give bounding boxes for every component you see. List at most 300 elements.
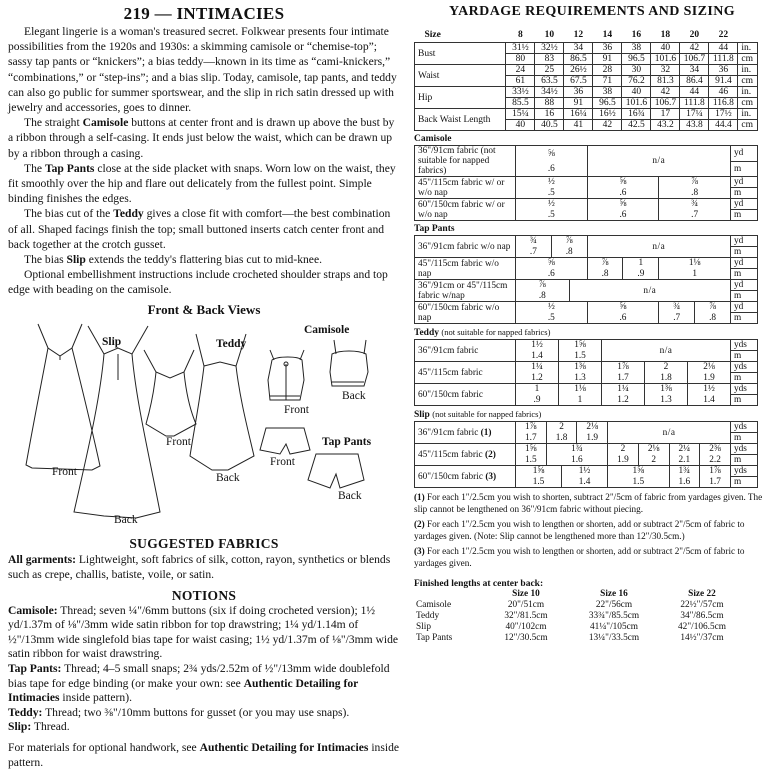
notion-ref: Authentic Detailing for Intimacies: [8, 676, 359, 705]
yardage-value: ½: [516, 199, 588, 210]
meter-value: 1.9: [688, 373, 731, 384]
meter-value: .9: [516, 395, 559, 406]
size-header: 20: [689, 30, 700, 40]
measure-cm: 111.8: [680, 98, 709, 109]
intro-paragraph: [8, 206, 400, 252]
unit-bottom: m: [731, 291, 758, 302]
unit-top: yds: [731, 362, 758, 373]
teddy-back-drawing: [190, 334, 254, 470]
measure-cm: 67.5: [564, 76, 593, 87]
fabric-width-label: 36"/91cm fabric w/o nap: [415, 236, 516, 258]
measure-cm: 40.5: [535, 120, 564, 131]
handwork-tail: inside pattern.: [8, 741, 400, 769]
yardage-value: 1¾: [669, 466, 700, 477]
notion-body: Thread.: [31, 720, 70, 734]
intro-text-part: The bias cut of the: [24, 207, 114, 221]
meter-value: 1.6: [669, 477, 700, 488]
meter-value: 1: [559, 395, 602, 406]
size-header: 22: [718, 30, 729, 40]
yardage-value: ⅝: [516, 146, 588, 162]
measure-cm: 106.7: [651, 98, 680, 109]
unit-in: in.: [738, 87, 758, 98]
size-header: 14: [602, 30, 613, 40]
slip-front-label: Front: [52, 465, 77, 478]
not-applicable: n/a: [569, 280, 730, 302]
measure-in: 44: [680, 87, 709, 98]
note-ref: (1): [480, 427, 492, 438]
unit-bottom: m: [731, 269, 758, 280]
yardage-value: ⅝: [516, 258, 588, 269]
unit-bottom: m: [731, 161, 758, 177]
fabric-width-label: 45"/115cm fabric w/o nap: [415, 258, 516, 280]
measure-cm: 42.5: [622, 120, 651, 131]
meter-value: .8: [695, 313, 731, 324]
measure-in: 34½: [535, 87, 564, 98]
fabric-width-label: 36"/91cm fabric: [415, 340, 516, 362]
yardage-row: [415, 236, 758, 247]
slip-back-label: Back: [114, 513, 138, 526]
yardage-row: [415, 199, 758, 210]
right-column: [414, 4, 770, 644]
yardage-value: ⅝: [587, 199, 659, 210]
measure-cm: 83: [535, 54, 564, 65]
notion-slip: [8, 720, 400, 735]
yardage-row: [415, 177, 758, 188]
yardage-value: 2⅛: [577, 422, 608, 433]
unit-cm: cm: [738, 76, 758, 87]
yardage-row: [415, 422, 758, 433]
garment-name: Tap Pants: [416, 633, 453, 643]
meter-value: .6: [587, 188, 659, 199]
yardage-value: ⅞: [659, 177, 731, 188]
tap-pants-section-title: Tap Pants: [414, 224, 455, 234]
size-header: 10: [544, 30, 555, 40]
meter-value: 1: [659, 269, 731, 280]
slip-note: (not suitable for napped fabrics): [432, 409, 542, 419]
fabric-width-label: 36"/91cm or 45"/115cm fabric w/nap: [415, 280, 516, 302]
yardage-value: 1½: [562, 466, 608, 477]
unit-top: yds: [731, 340, 758, 351]
meter-value: .7: [659, 313, 695, 324]
yardage-title: YARDAGE REQUIREMENTS AND SIZING: [448, 4, 736, 19]
fabrics-section: [8, 552, 400, 582]
yardage-row: [415, 340, 758, 351]
tap-pants-back-label: Back: [338, 489, 362, 502]
yardage-value: 1⅛: [559, 384, 602, 395]
teddy-title: Teddy: [414, 328, 439, 338]
finished-row: [414, 611, 746, 622]
meter-value: 1.9: [608, 455, 639, 466]
unit-in: in.: [738, 109, 758, 120]
unit-cm: cm: [738, 120, 758, 131]
measure-cm: 116.8: [709, 98, 738, 109]
measure-label: Waist: [415, 65, 506, 87]
unit-top: yd: [731, 146, 758, 162]
measure-cm: 41: [564, 120, 593, 131]
measure-in: 17½: [709, 109, 738, 120]
garment-name: Teddy: [416, 611, 440, 621]
tap-pants-front-drawing: [260, 428, 310, 454]
note-ref: (3): [485, 471, 497, 482]
intro-paragraph: Elegant lingerie is a woman's treasured secret. Folkwear presents four intimate possibilities from the 1920s and 1930s: a skimming camisole or “chemise-top”; sassy tap pants or “knickers”; a bias teddy—known in its time as “cami-knickers,” “combinations,” or “step-ins”; and a bias slip. Today, camisole, tap pants, and teddy can also go public for summer sportswear, and the slip in rich satin dressed up with jewelry and accessories, goes to dinner.: [8, 25, 397, 115]
intro-text-part: The bias: [24, 253, 67, 267]
size-table: [414, 28, 758, 131]
camisole-back-label: Back: [342, 389, 366, 402]
measure-in: 42: [651, 87, 680, 98]
measure-in: 16½: [593, 109, 622, 120]
notions-title: NOTIONS: [171, 587, 237, 603]
measure-in: 36: [593, 43, 622, 54]
note-text: For each 1"/2.5cm you wish to lengthen or shorten, add or subtract 2"/5cm of fabric to yardages given. (Note: Slip cannot be lengthened more than 12"/30.5cm.): [414, 519, 745, 541]
unit-cm: cm: [738, 54, 758, 65]
meter-value: 1.5: [608, 477, 669, 488]
finished-row: [414, 633, 746, 644]
measure-in: 38: [593, 87, 622, 98]
measure-row: [415, 109, 758, 120]
intro-text-part: buttons at center front and is drawn up above the bust by a ribbon through a self-casing. It ends just below the waist, which can be drawn up by a ribbon through a casing.: [8, 116, 395, 160]
yardage-value: 2: [546, 422, 577, 433]
meter-value: 1.5: [559, 351, 602, 362]
slip-label: Slip: [102, 335, 122, 348]
measure-cm: 85.5: [506, 98, 535, 109]
note-text: For each 1"/2.5cm you wish to shorten, subtract 2"/5cm of fabric from yardages given. The slip cannot be lengthened on 36"/91cm fabric without piecing.: [414, 492, 763, 514]
measure-cm: 86.4: [680, 76, 709, 87]
measure-cm: 71: [593, 76, 622, 87]
measure-in: 16¾: [622, 109, 651, 120]
measure-in: 44: [709, 43, 738, 54]
yardage-value: 1⅝: [559, 340, 602, 351]
meter-value: .8: [659, 188, 731, 199]
measure-cm: 111.8: [709, 54, 738, 65]
fabric-width-label: 36"/91cm fabric (1): [415, 422, 516, 444]
yardage-notes: [414, 492, 770, 569]
teddy-section-title: [414, 327, 770, 338]
measure-in: 28: [593, 65, 622, 76]
measure-cm: 61: [506, 76, 535, 87]
note-2: [414, 519, 770, 542]
unit-in: in.: [738, 65, 758, 76]
measure-in: 36: [709, 65, 738, 76]
yardage-value: 1⅜: [559, 362, 602, 373]
meter-value: 1.4: [562, 477, 608, 488]
measure-cm: 63.5: [535, 76, 564, 87]
notion-lead: Camisole:: [8, 603, 58, 617]
fabrics-lead: All garments:: [8, 552, 76, 566]
measure-in: 15¼: [506, 109, 535, 120]
yardage-value: ⅞: [695, 302, 731, 313]
finished-row: [414, 600, 746, 611]
yardage-value: 1¼: [602, 384, 645, 395]
yardage-value: 1: [623, 258, 659, 269]
notion-lead: Tap Pants:: [8, 662, 62, 676]
measure-row: [415, 65, 758, 76]
meter-value: 2: [638, 455, 669, 466]
garment-name: Slip: [416, 622, 431, 632]
meter-value: 1.8: [645, 373, 688, 384]
note-ref: (2): [414, 519, 425, 529]
measure-cm: 101.6: [622, 98, 651, 109]
notion-body: Thread; 4–5 small snaps; 2¾ yds/2.52m of ½"/13mm wide doublefold bias tape for edge binding (or make your own: see: [8, 662, 390, 690]
yardage-value: 2⅛: [688, 362, 731, 373]
notion-camisole: [8, 604, 400, 662]
meter-value: 1.8: [546, 433, 577, 444]
teddy-front-label: Front: [166, 435, 191, 448]
finished-lengths-table: [414, 589, 746, 644]
meter-value: .5: [516, 188, 588, 199]
measure-in: 42: [680, 43, 709, 54]
yardage-value: 2: [645, 362, 688, 373]
measure-in: 46: [709, 87, 738, 98]
camisole-front-drawing: [268, 350, 304, 400]
unit-top: yd: [731, 302, 758, 313]
notion-tap-pants: [8, 662, 400, 706]
tap-pants-back-drawing: [308, 454, 364, 488]
unit-top: yd: [731, 258, 758, 269]
teddy-back-label: Back: [216, 471, 240, 484]
finished-header-row: [414, 589, 746, 600]
yardage-value: 1: [516, 384, 559, 395]
camisole-yardage-table: [414, 145, 758, 221]
handwork-note: [8, 741, 400, 770]
measure-in: 16¼: [564, 109, 593, 120]
garment-name: Camisole: [416, 600, 452, 610]
size-label: Size: [424, 30, 441, 40]
measure-in: 32½: [535, 43, 564, 54]
yardage-value: ⅞: [516, 280, 570, 291]
slip-section-title: [414, 409, 770, 420]
note-1: [414, 492, 770, 515]
meter-value: .6: [587, 313, 659, 324]
meter-value: 1.2: [516, 373, 559, 384]
size-header: 18: [660, 30, 671, 40]
measure-label: Back Waist Length: [415, 109, 506, 131]
unit-top: yds: [731, 422, 758, 433]
notion-body: Thread; seven ¼"/6mm buttons (six if doing crocheted version); 1½ yd/1.37m of ⅛"/3mm wide satin ribbon for top drawstring; 1¼ yd/1.14m of ½"/13mm wide singlefold bias tape for waist casing; 1½ yd/1.37m of ⅛"/3mm wide satin ribbon for waist drawstring.: [8, 603, 399, 661]
finished-spacer: [414, 589, 482, 600]
meter-value: 1.3: [645, 395, 688, 406]
finished-size-header: Size 22: [688, 589, 716, 599]
yardage-value: 1⅛: [659, 258, 731, 269]
measure-cm: 43.8: [680, 120, 709, 131]
pattern-title: 219 — INTIMACIES: [123, 4, 285, 23]
unit-bottom: m: [731, 210, 758, 221]
finished-length: 42"/106.5cm: [678, 622, 726, 632]
teddy-label: Teddy: [216, 337, 247, 350]
fabric-width-label: 60"/150cm fabric (3): [415, 466, 516, 488]
measure-in: 34: [680, 65, 709, 76]
unit-top: yds: [731, 384, 758, 395]
meter-value: 1.4: [688, 395, 731, 406]
unit-bottom: m: [731, 351, 758, 362]
measure-cm: 42: [593, 120, 622, 131]
size-header: 16: [631, 30, 642, 40]
yardage-value: ½: [516, 177, 588, 188]
yardage-value: 1⅞: [602, 362, 645, 373]
unit-bottom: m: [731, 247, 758, 258]
measure-cm: 88: [535, 98, 564, 109]
not-applicable: n/a: [587, 236, 730, 258]
finished-length: 32"/81.5cm: [504, 611, 548, 621]
intro-text-part: The: [24, 161, 45, 175]
left-column: [8, 4, 400, 770]
finished-size-header: Size 16: [600, 589, 628, 599]
note-ref: (1): [414, 492, 425, 502]
yardage-value: 2⅜: [700, 444, 731, 455]
tap-pants-front-label: Front: [270, 455, 295, 468]
finished-length: 40"/102cm: [505, 622, 547, 632]
fabric-width-label: 45"/115cm fabric w/ or w/o nap: [415, 177, 516, 199]
finished-length: 13¼"/33.5cm: [588, 633, 640, 643]
unit-spacer: [738, 28, 758, 43]
yardage-value: 2⅛: [638, 444, 669, 455]
measure-row: [415, 43, 758, 54]
finished-row: [414, 622, 746, 633]
unit-in: in.: [738, 43, 758, 54]
teddy-front-drawing: [144, 350, 196, 436]
handwork-body: For materials for optional handwork, see: [8, 741, 200, 754]
note-ref: (3): [414, 546, 425, 556]
yardage-row: [415, 302, 758, 313]
measure-cm: 76.2: [622, 76, 651, 87]
not-applicable: n/a: [587, 146, 730, 177]
measure-row: [415, 87, 758, 98]
unit-top: yds: [731, 466, 758, 477]
tap-pants-label: Tap Pants: [322, 435, 372, 448]
measure-in: 17: [651, 109, 680, 120]
garment-keyword: Teddy: [113, 207, 144, 221]
measure-in: 40: [651, 43, 680, 54]
notion-tail: inside pattern).: [59, 691, 132, 705]
notion-lead: Slip:: [8, 720, 32, 734]
garment-keyword: Tap Pants: [44, 161, 95, 175]
not-applicable: n/a: [608, 422, 731, 444]
slip-title: Slip: [414, 410, 430, 420]
camisole-section-title: Camisole: [414, 134, 452, 144]
unit-bottom: m: [731, 477, 758, 488]
unit-top: yd: [731, 236, 758, 247]
unit-cm: cm: [738, 98, 758, 109]
measure-cm: 80: [506, 54, 535, 65]
measure-in: 36: [564, 87, 593, 98]
measure-cm: 91.4: [709, 76, 738, 87]
meter-value: 1.2: [602, 395, 645, 406]
views-title: Front & Back Views: [147, 301, 261, 317]
finished-length: 33¾"/85.5cm: [588, 611, 640, 621]
teddy-yardage-table: [414, 339, 758, 406]
finished-length: 34"/86.5cm: [680, 611, 724, 621]
handwork-ref: Authentic Detailing for Intimacies: [199, 741, 369, 754]
finished-length: 12"/30.5cm: [504, 633, 548, 643]
tap-pants-yardage-table: [414, 235, 758, 324]
yardage-value: ⅞: [587, 258, 623, 269]
meter-value: .5: [516, 313, 588, 324]
measure-label: Bust: [415, 43, 506, 65]
finished-length: 20"/51cm: [507, 600, 545, 610]
measure-in: 26½: [564, 65, 593, 76]
finished-length: 41¼"/105cm: [590, 622, 638, 632]
unit-top: yd: [731, 199, 758, 210]
measure-cm: 106.7: [680, 54, 709, 65]
yardage-value: 1¾: [546, 444, 607, 455]
size-header-row: [415, 28, 758, 43]
unit-bottom: m: [731, 455, 758, 466]
meter-value: .8: [516, 291, 570, 302]
finished-size-header: Size 10: [512, 589, 540, 599]
intro-paragraph: Optional embellishment instructions include crocheted shoulder straps and top edge with beading on the camisole.: [8, 268, 388, 297]
measure-in: 24: [506, 65, 535, 76]
meter-value: 1.3: [559, 373, 602, 384]
fabric-width-label: 45"/115cm fabric: [415, 362, 516, 384]
fabric-width-label: 45"/115cm fabric (2): [415, 444, 516, 466]
measure-in: 30: [622, 65, 651, 76]
yardage-value: ⅝: [587, 177, 659, 188]
meter-value: 1.5: [516, 455, 547, 466]
yardage-value: 1¼: [516, 362, 559, 373]
fabric-width-label: 60"/150cm fabric w/o nap: [415, 302, 516, 324]
intro-text-part: extends the teddy's flattering bias cut to mid-knee.: [85, 253, 322, 267]
meter-value: .7: [659, 210, 731, 221]
yardage-value: ¾: [516, 236, 552, 247]
measure-cm: 81.3: [651, 76, 680, 87]
meter-value: 2.2: [700, 455, 731, 466]
unit-bottom: m: [731, 313, 758, 324]
fabrics-text: [8, 552, 400, 582]
measure-in: 17¼: [680, 109, 709, 120]
notions-section: [8, 604, 400, 770]
notion-teddy: [8, 706, 400, 721]
fabric-width-label: 36"/91cm fabric (not suitable for napped fabrics): [415, 146, 516, 177]
yardage-value: 1⅜: [645, 384, 688, 395]
size-header: 12: [573, 30, 584, 40]
meter-value: .7: [516, 247, 552, 258]
intro-paragraph: [8, 252, 400, 267]
meter-value: .6: [516, 269, 588, 280]
measure-in: 33½: [506, 87, 535, 98]
garment-keyword: Slip: [66, 253, 86, 267]
fabric-width-label: 60"/150cm fabric: [415, 384, 516, 406]
yardage-value: ¾: [659, 302, 695, 313]
measure-in: 40: [622, 87, 651, 98]
yardage-value: 1⅞: [700, 466, 731, 477]
yardage-value: 1⅝: [608, 466, 669, 477]
teddy-note: (not suitable for napped fabrics): [441, 327, 551, 337]
yardage-row: [415, 384, 758, 395]
yardage-value: 1½: [688, 384, 731, 395]
meter-value: .6: [587, 210, 659, 221]
notion-body: Thread; two ⅜"/10mm buttons for gusset (or you may use snaps).: [42, 705, 350, 719]
fabrics-title: SUGGESTED FABRICS: [129, 535, 279, 551]
meter-value: 1.7: [516, 433, 547, 444]
meter-value: .8: [587, 269, 623, 280]
meter-value: 1.7: [602, 373, 645, 384]
finished-lengths-title: Finished lengths at center back:: [414, 579, 544, 589]
yardage-value: ⅞: [551, 236, 587, 247]
intro-text-part: close at the side placket with snaps. Worn low on the waist, they fit smoothly over the hip and flare out delicately from the fullest point. Simple binding finishes the edges.: [8, 161, 396, 206]
garment-keyword: Camisole: [82, 116, 129, 130]
unit-top: yds: [731, 444, 758, 455]
slip-yardage-table: [414, 421, 758, 488]
measure-cm: 91: [564, 98, 593, 109]
meter-value: 1.5: [516, 477, 562, 488]
finished-length: 14½"/37cm: [680, 633, 724, 643]
measure-cm: 96.5: [622, 54, 651, 65]
yardage-value: 2¼: [669, 444, 700, 455]
yardage-row: [415, 280, 758, 291]
meter-value: 2.1: [669, 455, 700, 466]
measure-in: 34: [564, 43, 593, 54]
not-applicable: n/a: [602, 340, 731, 362]
intro-text: [8, 24, 400, 298]
